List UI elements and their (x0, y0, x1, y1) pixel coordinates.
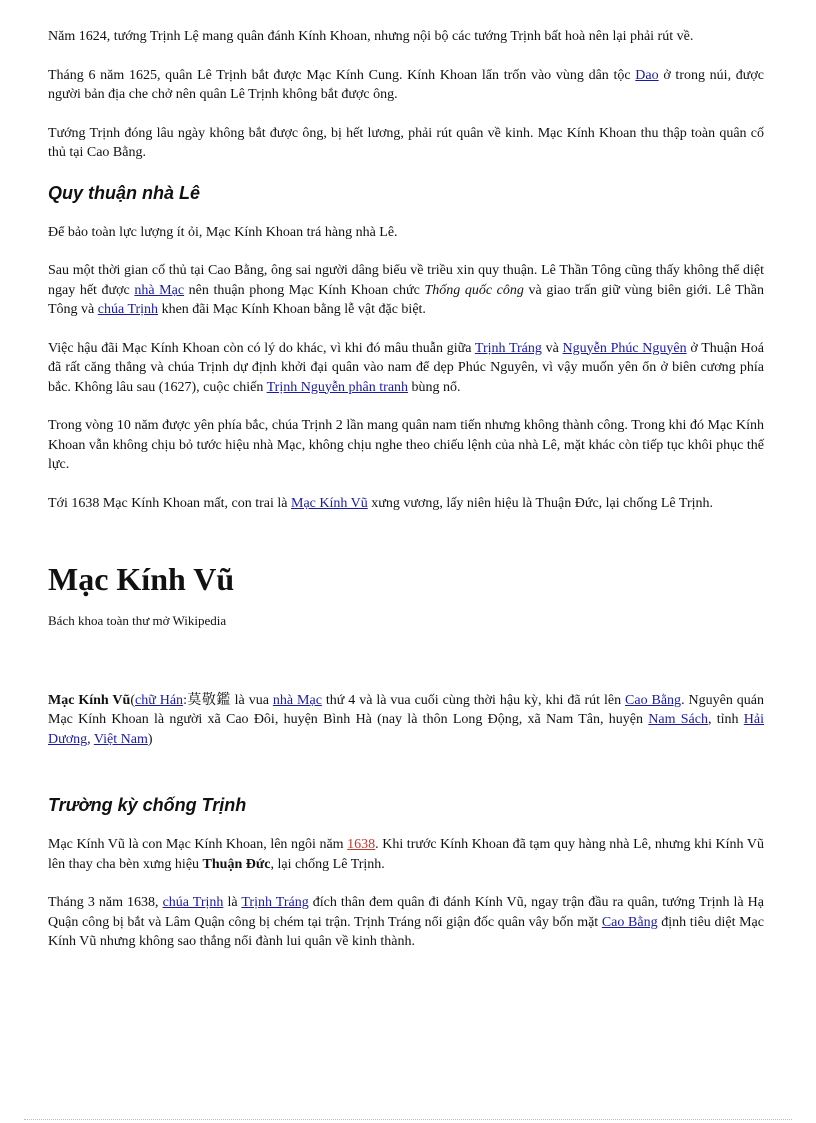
link-nha-mac[interactable]: nhà Mạc (134, 282, 185, 298)
text: là vua (230, 692, 273, 708)
title-thong-quoc-cong: Thống quốc công (424, 282, 524, 298)
text: ở trong núi, được người bản địa che chở nên quân Lê Trịnh không bắt được ông. (48, 67, 764, 102)
text: Tháng 3 năm 1638, (48, 895, 163, 910)
text: đích thân đem quân đi đánh Kính Vũ, ngay trận đầu ra quân, tướng Trịnh là Hạ Quận công bị bắt và Lâm Quận công bị chém tại trận. Trịnh Tráng nổi giận đốc quân vây bốn mặt (48, 895, 764, 930)
link-chua-trinh[interactable]: chúa Trịnh (162, 895, 224, 910)
link-chu-han[interactable]: chữ Hán (134, 692, 184, 708)
paragraph-quy-thuan (48, 261, 764, 320)
text: Sau một thời gian cố thủ tại Cao Bằng, ông sai người dâng biểu về triều xin quy thuận. Lê Thần Tông cũng thấy không thể diệt ngay hết được (48, 263, 764, 298)
text: định tiêu diệt Mạc Kính Vũ nhưng không sao thắng nổi đành lui quân về kinh thành. (48, 914, 764, 949)
text: , (87, 731, 94, 747)
link-trinh-nguyen-phan-tranh[interactable]: Trịnh Nguyễn phân tranh (266, 379, 409, 395)
text: và (541, 340, 563, 356)
text: . Nguyên quán Mạc Kính Khoan là người xã Cao Đôi, huyện Bình Hà (nay là thôn Long Động, xã Nam Tân, huyện (48, 692, 764, 727)
text: Tới 1638 Mạc Kính Khoan mất, con trai là (48, 495, 292, 511)
paragraph-hau-dai (48, 339, 764, 398)
spacer (48, 532, 764, 559)
text: nên thuận phong Mạc Kính Khoan chức (184, 282, 425, 298)
text-han-name: :莫敬鑑 (183, 692, 231, 708)
paragraph-thang-3 (48, 893, 764, 952)
paragraph-tra-hang: Để bảo toàn lực lượng ít ỏi, Mạc Kính Khoan trá hàng nhà Lê. (48, 224, 398, 240)
text: . Khi trước Kính Khoan đã tạm quy hàng nhà Lê, nhưng khi Kính Vũ lên thay cha bèn xưng hiệu (48, 837, 764, 872)
link-dao[interactable]: Dao (635, 67, 659, 83)
text: , tỉnh (707, 712, 744, 727)
link-chua-trinh[interactable]: chúa Trịnh (97, 302, 159, 317)
page-title: Mạc Kính Vũ (48, 561, 235, 597)
text: xưng vương, lấy niên hiệu là Thuận Đức, lại chống Lê Trịnh. (367, 495, 713, 511)
page-subtitle: Bách khoa toàn thư mở Wikipedia (48, 613, 227, 628)
link-trinh-trang[interactable]: Trịnh Tráng (241, 895, 309, 910)
document-page (48, 27, 764, 971)
link-cao-bang[interactable]: Cao Bằng (601, 914, 658, 930)
link-nam-sach[interactable]: Nam Sách (648, 712, 708, 727)
text: và giao trấn giữ vùng biên giới. Lê Thần Tông và (48, 282, 765, 317)
text: ( (130, 692, 135, 708)
link-1638[interactable]: 1638 (347, 837, 376, 852)
paragraph-retreat: Tướng Trịnh đóng lâu ngày không bắt được ông, bị hết lương, phải rút quân về kinh. Mạc Kính Khoan thu thập toàn quân cố thủ tại Cao Bằng. (48, 125, 764, 160)
text: bùng nổ. (408, 379, 461, 395)
text: Việc hậu đãi Mạc Kính Khoan còn có lý do khác, vì khi đó mâu thuẫn giữa (48, 340, 475, 356)
link-mac-kinh-vu[interactable]: Mạc Kính Vũ (291, 495, 368, 511)
text: ) (147, 731, 153, 747)
link-viet-nam[interactable]: Việt Nam (93, 731, 148, 747)
paragraph-intro (48, 691, 764, 750)
paragraph-1638 (48, 494, 764, 514)
text: ở Thuận Hoá đã rất căng thẳng và chúa Trịnh dự định khởi đại quân vào nam để dẹp Phúc Nguyên, vì vậy muốn yên ổn ở biên cương phía bắc. Không lâu sau (1627), cuộc chiến (48, 340, 765, 395)
text: là (223, 895, 242, 910)
text: Mạc Kính Vũ là con Mạc Kính Khoan, lên ngôi năm (48, 837, 348, 852)
link-nha-mac[interactable]: nhà Mạc (272, 692, 322, 708)
paragraph-10-nam: Trong vòng 10 năm được yên phía bắc, chúa Trịnh 2 lần mang quân nam tiến nhưng không thành công. Trong khi đó Mạc Kính Khoan vẫn không chịu bỏ tước hiệu nhà Mạc, không chịu nghe theo chiếu lệnh của nhà Lê, mặt khác còn tiếp tục khôi phục thế lực. (48, 418, 764, 472)
link-cao-bang[interactable]: Cao Bằng (625, 692, 682, 708)
link-nguyen-phuc-nguyen[interactable]: Nguyễn Phúc Nguyên (562, 340, 687, 356)
heading-truong-ky: Trường kỳ chống Trịnh (48, 795, 247, 815)
page-bottom-divider (24, 1119, 792, 1120)
paragraph-1624: Năm 1624, tướng Trịnh Lệ mang quân đánh Kính Khoan, nhưng nội bộ các tướng Trịnh bất hoà nên lại phải rút về. (48, 29, 694, 44)
text: , lại chống Lê Trịnh. (270, 856, 385, 872)
heading-quy-thuan: Quy thuận nhà Lê (48, 182, 201, 203)
link-hai-duong[interactable]: Hải Dương (48, 712, 765, 747)
text: khen đãi Mạc Kính Khoan bằng lễ vật đặc biệt. (158, 302, 426, 317)
link-trinh-trang[interactable]: Trịnh Tráng (474, 340, 542, 356)
paragraph-len-ngoi (48, 835, 764, 874)
paragraph-1625 (48, 66, 764, 105)
bold-thuan-duc: Thuận Đức (202, 856, 271, 872)
bold-name: Mạc Kính Vũ (48, 692, 131, 708)
spacer (48, 768, 764, 794)
text: thứ 4 và là vua cuối cùng thời hậu kỳ, khi đã rút lên (321, 692, 626, 708)
text: Tháng 6 năm 1625, quân Lê Trịnh bắt được Mạc Kính Cung. Kính Khoan lẩn trốn vào vùng dân tộc (48, 67, 636, 83)
